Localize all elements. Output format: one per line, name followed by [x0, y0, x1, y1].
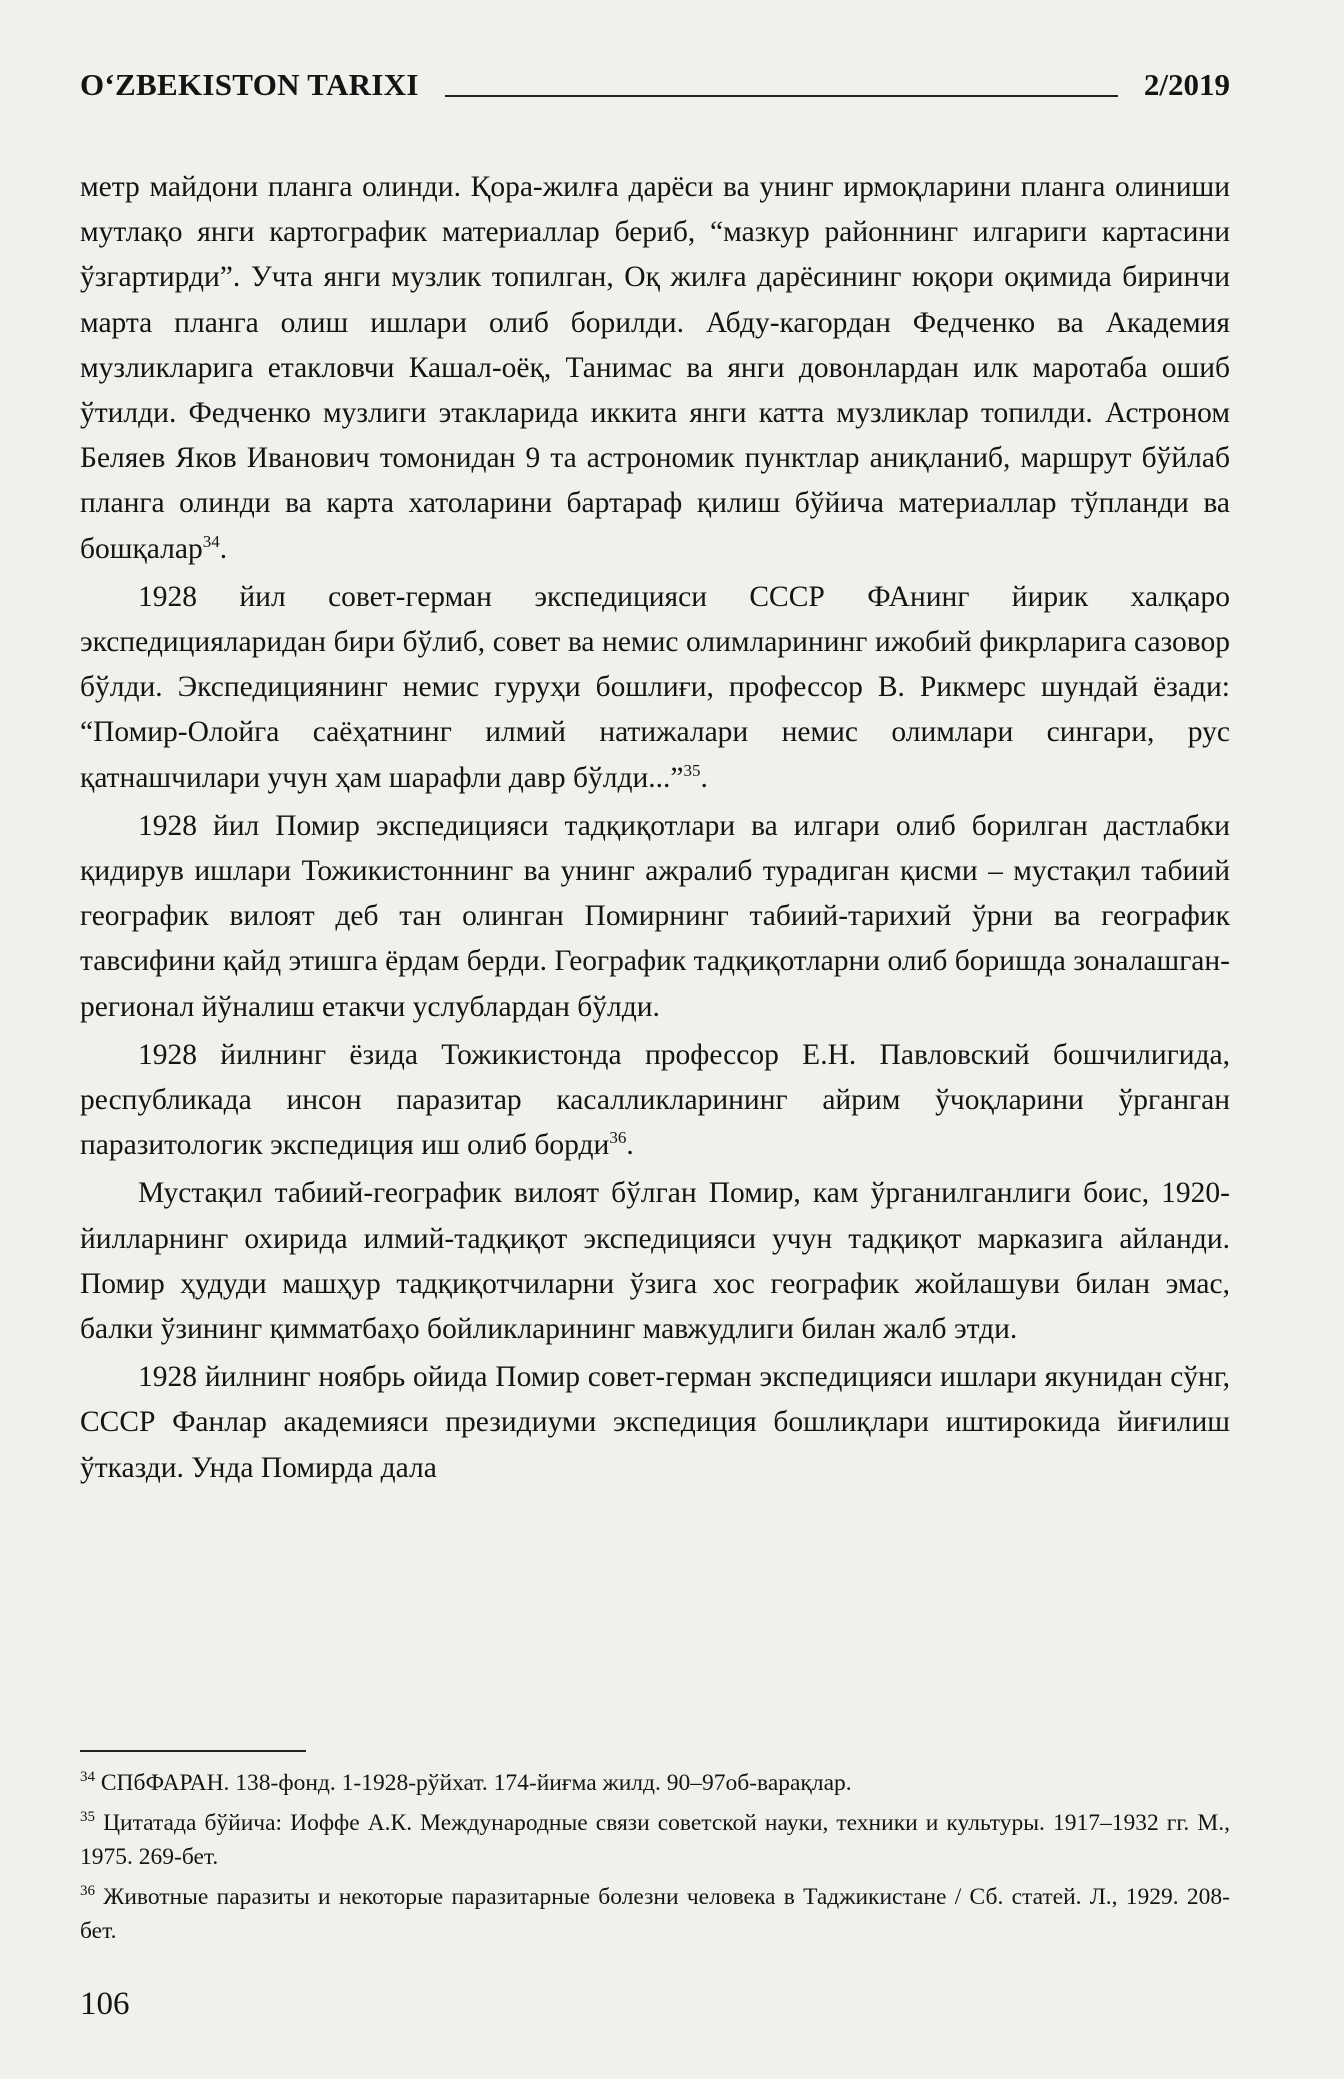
footnote-text: Животные паразиты и некоторые паразитарные болезни человека в Таджикистане / Сб. статей. Л., 1929. 208-бет.: [80, 1884, 1230, 1944]
footnote: [80, 1766, 1230, 1800]
footnote: [80, 1880, 1230, 1948]
footnote: [80, 1806, 1230, 1874]
paragraph-tail: .: [700, 761, 708, 794]
running-header: [80, 50, 1230, 100]
footnote-ref: 34: [202, 531, 220, 551]
paragraph-text: 1928 йилнинг ёзида Тожикистонда профессор Е.Н. Павловский бошчилигида, республикада инсон паразитар касалликларининг айрим ўчоқларини ўрганган паразитологик экспедиция иш олиб борди: [80, 1038, 1230, 1162]
footnote-number: 36: [80, 1883, 95, 1900]
paragraph-tail: .: [626, 1129, 634, 1162]
paragraph: [80, 1033, 1230, 1169]
article-body: [80, 165, 1230, 1494]
paragraph: [80, 1171, 1230, 1352]
paragraph: [80, 165, 1230, 572]
journal-page: [80, 50, 1230, 2040]
footnote-number: 34: [80, 1769, 95, 1786]
footnote-separator: [80, 1750, 306, 1752]
paragraph-text: 1928 йил Помир экспедицияси тадқиқотлари ва илгари олиб борилган дастлабки қидирув ишлари Тожикистоннинг ва унинг ажралиб турадиган қисми – мустақил табиий географик вилоят деб тан олинган Помирнинг табиий-тарихий ўрни ва географик тавсифини қайд этишга ёрдам берди. Географик тадқиқотларни олиб боришда зоналашган-регионал йўналиш етакчи услублардан бўлди.: [80, 809, 1230, 1023]
footnote-text: Цитатада бўйича: Иоффе А.К. Международные связи советской науки, техники и культуры. 1917–1932 гг. М., 1975. 269-бет.: [80, 1810, 1231, 1870]
paragraph: [80, 804, 1230, 1030]
paragraph: [80, 575, 1230, 801]
footnote-text: СПбФАРАН. 138-фонд. 1-1928-рўйхат. 174-йиғма жилд. 90–97об-варақлар.: [100, 1770, 852, 1796]
paragraph-text: Мустақил табиий-географик вилоят бўлган Помир, кам ўрганилганлиги боис, 1920-йилларнинг охирида илмий-тадқиқот экспедицияси учун тадқиқот марказига айланди. Помир ҳудуди машҳур тадқиқотчиларни ўзига хос географик жойлашуви билан эмас, балки ўзининг қимматбаҳо бойликларининг мавжудлиги билан жалб этди.: [80, 1177, 1230, 1346]
paragraph-tail: .: [219, 532, 228, 565]
paragraph-text: метр майдони планга олинди. Қора-жилға дарёси ва унинг ирмоқларини планга олиниши мутлақо янги картографик материаллар бериб, “мазкур районнинг илгариги картасини ўзгартирди”. Учта янги музлик топилган, Оқ жилға дарёсининг юқори оқимида биринчи марта планга олиш ишлари олиб борилди. Абду-кагордан Федченко ва Академия музликларига етакловчи Кашал-оёқ, Танимас ва янги довонлардан илк маротаба ошиб ўтилди. Федченко музлиги этакларида иккита янги катта музликлар топилди. Астроном Беляев Яков Иванович томонидан 9 та астрономик пунктлар аниқланиб, маршрут бўйлаб планга олинди ва карта хатоларини бартараф қилиш бўйича материаллар тўпланди ва бошқалар: [80, 171, 1230, 565]
footnote-number: 35: [80, 1809, 95, 1826]
paragraph-text: 1928 йилнинг ноябрь ойида Помир совет-герман экспедицияси ишлари якунидан сўнг, СССР Фанлар академияси президиуми экспедиция бошлиқлари иштирокида йиғилиш ўтказди. Унда Помирда дала: [80, 1361, 1230, 1484]
footnotes: [80, 1766, 1230, 1954]
footnote-ref: 36: [609, 1128, 627, 1148]
journal-title: O‘ZBEKISTON TARIXI: [80, 67, 419, 102]
header-rule: [445, 95, 1118, 97]
paragraph: [80, 1355, 1230, 1491]
page-number: 106: [80, 1986, 130, 2022]
issue-number: 2/2019: [1143, 67, 1230, 102]
paragraph-text: 1928 йил совет-герман экспедицияси СССР ФАнинг йирик халқаро экспедицияларидан бири бўлиб, совет ва немис олимларининг ижобий фикрларига сазовор бўлди. Экспедициянинг немис гуруҳи бошлиғи, профессор В. Рикмерс шундай ёзади: “Помир-Олойга саёҳатнинг илмий натижалари немис олимлари сингари, рус қатнашчилари учун ҳам шарафли давр бўлди...”: [80, 580, 1230, 794]
footnote-ref: 35: [683, 760, 701, 780]
